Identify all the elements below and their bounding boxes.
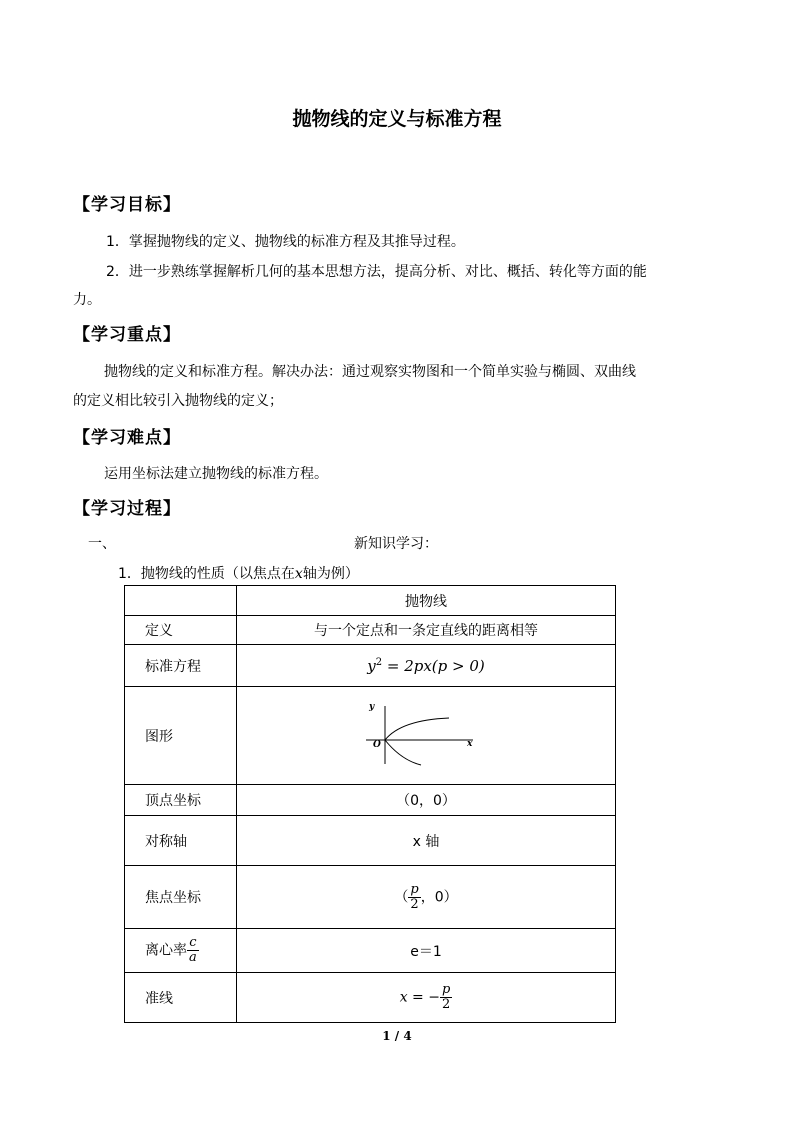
row-eccentricity bbox=[125, 929, 616, 973]
directrix-fraction: $\frac{p}{2}$ bbox=[441, 982, 451, 1012]
row-directrix bbox=[125, 973, 616, 1023]
page-title: 抛物线的定义与标准方程 bbox=[292, 108, 502, 130]
graph-x-label: x bbox=[467, 738, 473, 749]
label-eccentricity: 离心率 $\frac{c}{a}$ bbox=[125, 929, 237, 973]
row-focus bbox=[125, 866, 616, 929]
label-graph: 图形 bbox=[125, 687, 237, 785]
key-points-line-1: 抛物线的定义和标准方程。解决办法：通过观察实物图和一个简单实验与椭圆、双曲线 bbox=[104, 364, 636, 380]
graph-y-label: y bbox=[369, 701, 375, 712]
goal-2-line-1: 2．进一步熟练掌握解析几何的基本思想方法，提高分析、对比、概括、转化等方面的能 bbox=[106, 264, 647, 280]
part-number: 一、 bbox=[88, 536, 116, 552]
graph-origin-label: O bbox=[373, 739, 381, 750]
value-directrix: x = − $\frac{p}{2}$ bbox=[237, 973, 616, 1023]
row-axis bbox=[125, 816, 616, 866]
difficulty-text: 运用坐标法建立抛物线的标准方程。 bbox=[104, 466, 328, 482]
label-axis: 对称轴 bbox=[125, 816, 237, 866]
label-equation: 标准方程 bbox=[125, 645, 237, 687]
row-equation bbox=[125, 645, 616, 687]
key-points-line-2: 的定义相比较引入抛物线的定义； bbox=[73, 393, 283, 409]
value-eccentricity: e＝1 bbox=[237, 929, 616, 973]
label-definition: 定义 bbox=[125, 616, 237, 645]
part-title: 新知识学习： bbox=[354, 536, 438, 552]
focus-fraction: $\frac{p}{2}$ bbox=[410, 881, 419, 912]
table-header-row bbox=[125, 586, 616, 616]
goal-2-line-2: 力。 bbox=[73, 292, 101, 308]
header-parabola: 抛物线 bbox=[237, 586, 616, 616]
parabola-graph bbox=[361, 696, 491, 776]
value-graph bbox=[237, 687, 616, 785]
label-focus: 焦点坐标 bbox=[125, 866, 237, 929]
row-graph bbox=[125, 687, 616, 785]
key-points-heading: 【学习重点】 bbox=[73, 325, 181, 345]
page-number: 1 / 4 bbox=[382, 1029, 412, 1043]
goals-heading: 【学习目标】 bbox=[73, 195, 181, 215]
value-definition: 与一个定点和一条定直线的距离相等 bbox=[237, 616, 616, 645]
eccentricity-fraction: $\frac{c}{a}$ bbox=[189, 935, 197, 965]
row-vertex bbox=[125, 785, 616, 816]
value-vertex: （0，0） bbox=[237, 785, 616, 816]
process-heading: 【学习过程】 bbox=[73, 499, 181, 519]
goal-1: 1．掌握抛物线的定义、抛物线的标准方程及其推导过程。 bbox=[106, 234, 465, 250]
parabola-curve bbox=[385, 718, 449, 765]
item-1-caption: 1．抛物线的性质（以焦点在x轴为例） bbox=[118, 566, 359, 582]
value-focus: （ $\frac{p}{2}$ ，0） bbox=[237, 866, 616, 929]
parabola-properties-table bbox=[124, 585, 616, 1023]
label-directrix: 准线 bbox=[125, 973, 237, 1023]
row-definition bbox=[125, 616, 616, 645]
difficulty-heading: 【学习难点】 bbox=[73, 428, 181, 448]
value-axis: x 轴 bbox=[237, 816, 616, 866]
label-vertex: 顶点坐标 bbox=[125, 785, 237, 816]
value-equation: $y^2 = 2px(p > 0)$ bbox=[237, 645, 616, 687]
